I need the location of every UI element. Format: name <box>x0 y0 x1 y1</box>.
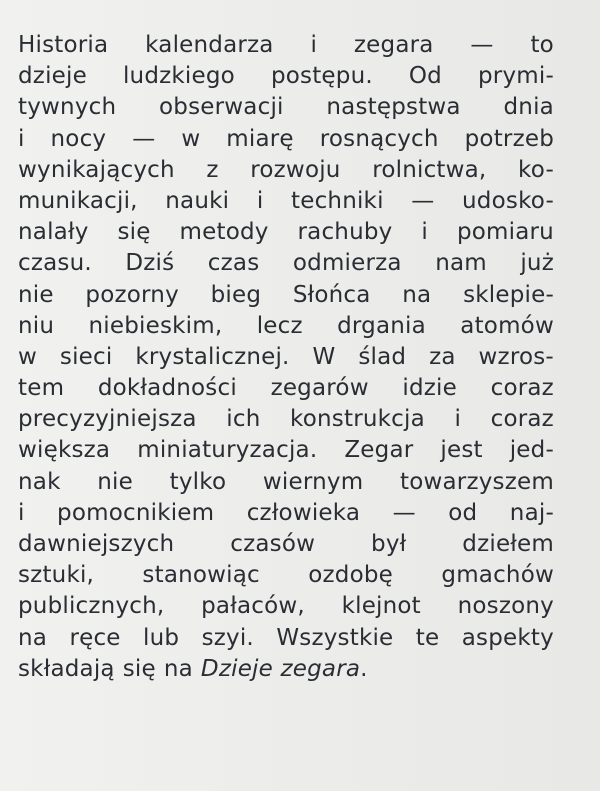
word: Dziś <box>125 250 175 277</box>
word: wiernym <box>262 468 364 495</box>
word: i <box>310 32 318 58</box>
word: na <box>163 655 193 682</box>
word: dziełem <box>462 531 554 557</box>
word: tywnych <box>18 94 117 121</box>
book-title-italic: Dzieje zegara <box>200 655 361 682</box>
word: — <box>132 125 156 152</box>
word: większa <box>18 437 111 464</box>
word: nocy <box>50 125 107 152</box>
word: — <box>411 187 435 214</box>
word: ich <box>226 406 261 433</box>
paragraph-line <box>18 373 554 404</box>
word: obserwacji <box>159 94 284 121</box>
word: techniki <box>291 187 384 214</box>
paragraph-line <box>18 92 554 123</box>
word: Wszystkie <box>276 624 394 651</box>
paragraph-line <box>18 311 554 342</box>
paragraph-line-last <box>18 654 554 685</box>
word: drgania <box>337 312 426 339</box>
paragraph-line <box>18 467 554 498</box>
word: czasu. <box>18 250 92 277</box>
word: czasów <box>230 531 316 557</box>
word: na <box>18 624 48 651</box>
word: nie <box>97 468 133 495</box>
word: tem <box>18 375 65 402</box>
word: precyzyjniejsza <box>18 406 197 433</box>
word: czas <box>207 250 260 277</box>
word: i <box>18 125 25 152</box>
word: miarę <box>226 125 294 152</box>
word: kalendarza <box>145 32 274 58</box>
word: tylko <box>169 468 227 495</box>
word: udosko- <box>462 187 554 214</box>
word: rachuby <box>297 219 393 246</box>
word: pomocnikiem <box>57 499 215 526</box>
word: miniaturyzacja. <box>137 437 318 464</box>
word: klejnot <box>341 593 421 620</box>
word: dokładności <box>97 375 237 402</box>
word: — <box>392 499 416 526</box>
word: był <box>371 531 407 557</box>
word: od <box>448 499 478 526</box>
word: nauki <box>165 187 230 214</box>
word: W <box>312 343 336 370</box>
word: — <box>470 32 494 58</box>
paragraph-line <box>18 560 554 591</box>
paragraph-line <box>18 61 554 92</box>
word: człowieka <box>246 499 361 526</box>
word: ozdobę <box>308 562 394 589</box>
word: coraz <box>490 406 554 433</box>
paragraph-line <box>18 529 554 560</box>
paragraph-line <box>18 186 554 217</box>
word: składają <box>18 655 115 682</box>
word: nam <box>435 250 487 277</box>
word: konstrukcja <box>290 406 425 433</box>
word: krystalicznej. <box>135 343 290 370</box>
word: nie <box>18 281 54 308</box>
paragraph-line <box>18 124 554 155</box>
word: te <box>415 624 440 651</box>
word: noszony <box>457 593 554 620</box>
word: już <box>520 250 554 277</box>
word: zegarów <box>270 375 369 402</box>
word: atomów <box>460 312 554 339</box>
word: coraz <box>490 375 554 402</box>
sentence-period: . <box>360 655 368 682</box>
word: jed- <box>509 437 554 464</box>
word: Zegar <box>344 437 414 464</box>
book-title-phrase <box>201 654 368 685</box>
word: stanowiąc <box>142 562 260 589</box>
paragraph-line <box>18 342 554 373</box>
word: wynikających <box>18 156 175 183</box>
word: metody <box>179 219 269 246</box>
word: niebieskim, <box>88 312 223 339</box>
word: ko- <box>518 156 554 183</box>
word: munikacji, <box>18 187 138 214</box>
word: nak <box>18 468 61 495</box>
word: naj- <box>509 499 554 526</box>
word: towarzyszem <box>400 468 554 495</box>
word: lecz <box>256 312 303 339</box>
word: Historia <box>18 32 109 58</box>
word: i <box>421 219 429 246</box>
word: następstwa <box>326 94 461 121</box>
word: pozorny <box>85 281 179 308</box>
word: Od <box>408 63 442 90</box>
paragraph <box>18 30 554 685</box>
paragraph-line <box>18 498 554 529</box>
word: aspekty <box>461 624 554 651</box>
word: wzros- <box>478 343 554 370</box>
word: zegara <box>353 32 434 58</box>
word: Słońca <box>292 281 371 308</box>
word: rozwoju <box>250 156 341 183</box>
word: prymi- <box>477 63 554 90</box>
word: rosnących <box>319 125 439 152</box>
word: i <box>256 187 264 214</box>
word: pomiaru <box>456 219 554 246</box>
word: szyi. <box>201 624 254 651</box>
paragraph-line <box>18 155 554 186</box>
paragraph-line <box>18 404 554 435</box>
word: lub <box>143 624 180 651</box>
word: gmachów <box>441 562 554 589</box>
word: sztuki, <box>18 562 95 589</box>
word: i <box>454 406 462 433</box>
paragraph-line <box>18 435 554 466</box>
word: ślad <box>358 343 407 370</box>
word: ręce <box>69 624 121 651</box>
word: ludzkiego <box>122 63 235 90</box>
word: sklepie- <box>463 281 554 308</box>
word: odmierza <box>292 250 402 277</box>
paragraph-line <box>18 217 554 248</box>
word: pałaców, <box>201 593 305 620</box>
word: za <box>429 343 456 370</box>
word: bieg <box>210 281 262 308</box>
word: potrzeb <box>464 125 554 152</box>
word: publicznych, <box>18 593 165 620</box>
word: rolnictwa, <box>372 156 487 183</box>
word: w <box>181 125 201 152</box>
paragraph-line <box>18 30 554 61</box>
word: i <box>18 499 25 526</box>
paragraph-line <box>18 591 554 622</box>
word: z <box>206 156 219 183</box>
word: nalały <box>18 219 89 246</box>
word: dzieje <box>18 63 87 90</box>
word: idzie <box>402 375 457 402</box>
word: jest <box>440 437 483 464</box>
word: dnia <box>503 94 554 121</box>
word: to <box>530 32 554 58</box>
paragraph-line <box>18 280 554 311</box>
word: w <box>18 343 38 370</box>
word: na <box>402 281 432 308</box>
word: dawniejszych <box>18 531 175 557</box>
word: postępu. <box>270 63 373 90</box>
paragraph-line <box>18 623 554 654</box>
word: się <box>117 219 151 246</box>
paragraph-line <box>18 248 554 279</box>
word: sieci <box>59 343 113 370</box>
word: się <box>122 655 156 682</box>
word: niu <box>18 312 55 339</box>
